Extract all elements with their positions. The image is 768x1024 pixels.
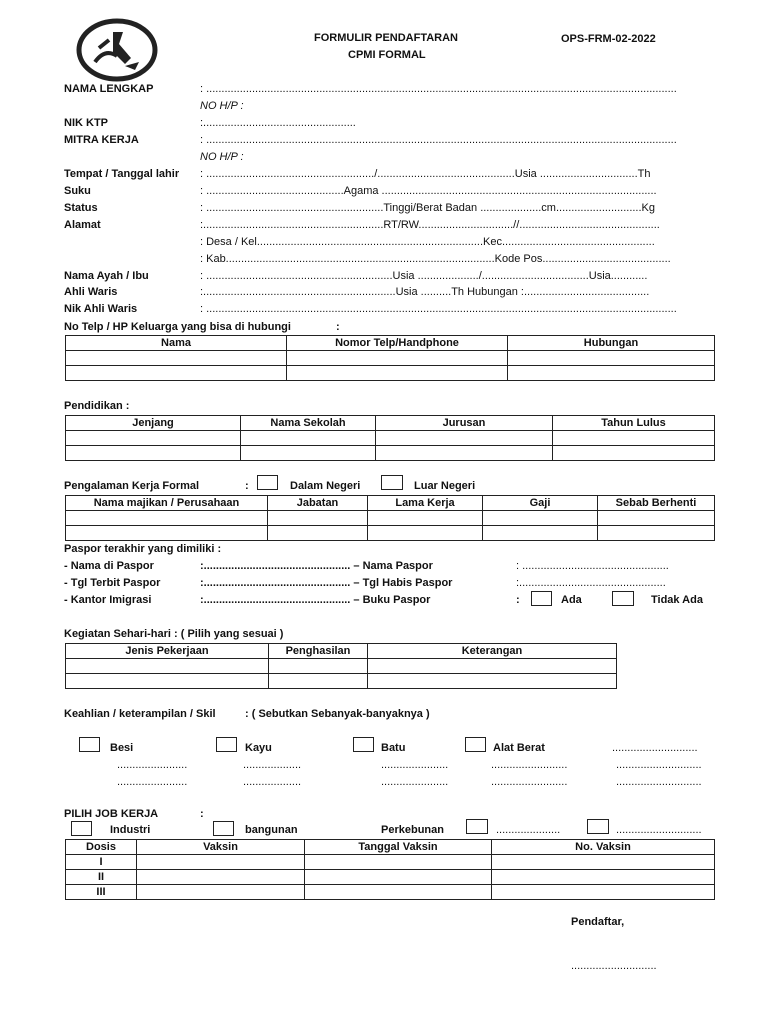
signature-line[interactable]: ............................ bbox=[571, 960, 657, 972]
ada-checkbox[interactable] bbox=[531, 591, 552, 606]
desa-field[interactable]: : Desa / Kel..........................................................................Kec.................................................. bbox=[200, 236, 655, 248]
job-other-field-2[interactable]: ............................ bbox=[616, 824, 702, 836]
dosis-2: II bbox=[66, 870, 137, 885]
table-row[interactable] bbox=[66, 659, 617, 674]
keahlian-blank-besi-2[interactable]: ....................... bbox=[117, 776, 188, 788]
peng-col-lama: Lama Kerja bbox=[368, 496, 483, 511]
bangunan-checkbox[interactable] bbox=[213, 821, 234, 836]
pend-col-tahun: Tahun Lulus bbox=[553, 416, 715, 431]
kab-field[interactable]: : Kab........................................................................................Kode Pos.......................................... bbox=[200, 253, 671, 265]
telp-col-nama: Nama bbox=[66, 336, 287, 351]
pendidikan-label: Pendidikan : bbox=[64, 400, 130, 412]
tidak-ada-checkbox[interactable] bbox=[612, 591, 634, 606]
keahlian-blank-alat-1[interactable]: ......................... bbox=[491, 759, 568, 771]
ayah-label: Nama Ayah / Ibu bbox=[64, 270, 149, 282]
table-row[interactable] bbox=[66, 855, 715, 870]
nohp-label-1: NO H/P : bbox=[200, 100, 244, 112]
dalam-negeri-checkbox[interactable] bbox=[257, 475, 278, 490]
kayu-label: Kayu bbox=[245, 742, 272, 754]
mitra-field[interactable]: : .......................................................................................................................................................... bbox=[200, 134, 677, 146]
nama-field[interactable]: : .......................................................................................................................................................... bbox=[200, 83, 677, 95]
batu-label: Batu bbox=[381, 742, 406, 754]
table-row[interactable] bbox=[66, 431, 715, 446]
paspor-nama-field[interactable]: :................................................ – Nama Paspor bbox=[200, 560, 433, 572]
paspor-terbit-field[interactable]: :................................................ – Tgl Habis Paspor bbox=[200, 577, 453, 589]
peng-col-sebab: Sebab Berhenti bbox=[598, 496, 715, 511]
ttl-label: Tempat / Tanggal lahir bbox=[64, 168, 180, 180]
keg-col-keterangan: Keterangan bbox=[368, 644, 617, 659]
keahlian-label: Keahlian / keterampilan / Skil bbox=[64, 708, 216, 720]
alat-berat-label: Alat Berat bbox=[493, 742, 545, 754]
alamat-label: Alamat bbox=[64, 219, 101, 231]
luar-negeri-label: Luar Negeri bbox=[414, 480, 476, 492]
pendaftar-label: Pendaftar, bbox=[571, 916, 625, 928]
industri-checkbox[interactable] bbox=[71, 821, 92, 836]
vak-col-dosis: Dosis bbox=[66, 840, 137, 855]
table-row[interactable] bbox=[66, 526, 715, 541]
ttl-field[interactable]: : ......................................................./.............................................Usia ................................Th bbox=[200, 168, 651, 180]
telp-colon: : bbox=[336, 321, 340, 333]
peng-col-jabatan: Jabatan bbox=[268, 496, 368, 511]
telp-col-nomor: Nomor Telp/Handphone bbox=[287, 336, 508, 351]
ada-label: Ada bbox=[561, 594, 582, 606]
telp-label: No Telp / HP Keluarga yang bisa di hubungi bbox=[64, 321, 291, 333]
keahlian-blank-kayu-2[interactable]: ................... bbox=[243, 776, 302, 788]
bangunan-label: bangunan bbox=[245, 824, 298, 836]
peng-col-majikan: Nama majikan / Perusahaan bbox=[66, 496, 268, 511]
status-label: Status bbox=[64, 202, 98, 214]
pend-col-jurusan: Jurusan bbox=[376, 416, 553, 431]
pengalaman-label: Pengalaman Kerja Formal bbox=[64, 480, 200, 492]
telp-table bbox=[65, 335, 715, 381]
table-row[interactable] bbox=[66, 366, 715, 381]
keahlian-blank-alat-2[interactable]: ......................... bbox=[491, 776, 568, 788]
dosis-1: I bbox=[66, 855, 137, 870]
keahlian-other-2[interactable]: ............................ bbox=[616, 759, 702, 771]
form-title: FORMULIR PENDAFTARAN bbox=[314, 32, 459, 44]
kegiatan-label: Kegiatan Sehari-hari : ( Pilih yang sesuai ) bbox=[64, 628, 284, 640]
ahliwaris-field[interactable]: :...............................................................Usia ..........Th Hubungan :......................................... bbox=[200, 286, 650, 298]
keahlian-other-1[interactable]: ............................ bbox=[612, 742, 698, 754]
status-field[interactable]: : ..........................................................Tinggi/Berat Badan ....................cm............................Kg bbox=[200, 202, 656, 214]
suku-label: Suku bbox=[64, 185, 91, 197]
telp-col-hubungan: Hubungan bbox=[508, 336, 715, 351]
alamat-field[interactable]: :...........................................................RT/RW...............................//.............................................. bbox=[200, 219, 660, 231]
peng-col-gaji: Gaji bbox=[483, 496, 598, 511]
pendidikan-table bbox=[65, 415, 715, 461]
keahlian-blank-batu-2[interactable]: ...................... bbox=[381, 776, 449, 788]
keg-col-jenis: Jenis Pekerjaan bbox=[66, 644, 269, 659]
job-colon: : bbox=[200, 808, 204, 820]
vak-col-tanggal: Tanggal Vaksin bbox=[305, 840, 492, 855]
nikahli-label: Nik Ahli Waris bbox=[64, 303, 138, 315]
paspor-nama-label: - Nama di Paspor bbox=[64, 560, 154, 572]
suku-field[interactable]: : .............................................Agama .......................................................................................... bbox=[200, 185, 657, 197]
dosis-3: III bbox=[66, 885, 137, 900]
job-other-checkbox[interactable] bbox=[587, 819, 609, 834]
keahlian-blank-batu-1[interactable]: ...................... bbox=[381, 759, 449, 771]
vak-col-vaksin: Vaksin bbox=[137, 840, 305, 855]
mitra-label: MITRA KERJA bbox=[64, 134, 139, 146]
dalam-negeri-label: Dalam Negeri bbox=[290, 480, 361, 492]
alat-berat-checkbox[interactable] bbox=[465, 737, 486, 752]
pengalaman-table bbox=[65, 495, 715, 541]
besi-label: Besi bbox=[110, 742, 134, 754]
vaksin-table bbox=[65, 839, 715, 900]
paspor-habis-field[interactable]: :................................................ bbox=[516, 577, 666, 589]
perkebunan-checkbox[interactable] bbox=[466, 819, 488, 834]
paspor-label: Paspor terakhir yang dimiliki : bbox=[64, 543, 222, 555]
paspor-buku-colon: : bbox=[516, 594, 520, 606]
pend-col-jenjang: Jenjang bbox=[66, 416, 241, 431]
job-label: PILIH JOB KERJA bbox=[64, 808, 159, 820]
ahliwaris-label: Ahli Waris bbox=[64, 286, 118, 298]
table-row[interactable] bbox=[66, 870, 715, 885]
form-subtitle: CPMI FORMAL bbox=[348, 49, 426, 61]
company-logo bbox=[75, 18, 160, 83]
job-other-field-1[interactable]: ..................... bbox=[496, 824, 561, 836]
kegiatan-table bbox=[65, 643, 617, 689]
kayu-checkbox[interactable] bbox=[216, 737, 237, 752]
keg-col-penghasilan: Penghasilan bbox=[269, 644, 368, 659]
keahlian-blank-kayu-1[interactable]: ................... bbox=[243, 759, 302, 771]
paspor-kantor-field[interactable]: :................................................ – Buku Paspor bbox=[200, 594, 431, 606]
vak-col-nomor: No. Vaksin bbox=[492, 840, 715, 855]
nohp-label-2: NO H/P : bbox=[200, 151, 244, 163]
luar-negeri-checkbox[interactable] bbox=[381, 475, 403, 490]
table-row[interactable] bbox=[66, 446, 715, 461]
besi-checkbox[interactable] bbox=[79, 737, 100, 752]
ayah-field[interactable]: : .............................................................Usia ..................../...................................Usia............ bbox=[200, 270, 648, 282]
pend-col-sekolah: Nama Sekolah bbox=[241, 416, 376, 431]
batu-checkbox[interactable] bbox=[353, 737, 374, 752]
nikahli-field[interactable]: : .......................................................................................................................................................... bbox=[200, 303, 677, 315]
paspor-kantor-label: - Kantor Imigrasi bbox=[64, 594, 152, 606]
nik-field[interactable]: :.................................................. bbox=[200, 117, 356, 129]
keahlian-other-3[interactable]: ............................ bbox=[616, 776, 702, 788]
paspor-namapaspor-field[interactable]: : ................................................ bbox=[516, 560, 669, 572]
industri-label: Industri bbox=[110, 824, 151, 836]
perkebunan-label: Perkebunan bbox=[381, 824, 444, 836]
nik-label: NIK KTP bbox=[64, 117, 108, 129]
form-code: OPS-FRM-02-2022 bbox=[561, 33, 656, 45]
table-row[interactable] bbox=[66, 885, 715, 900]
tidak-ada-label: Tidak Ada bbox=[651, 594, 703, 606]
keahlian-blank-besi-1[interactable]: ....................... bbox=[117, 759, 188, 771]
table-row[interactable] bbox=[66, 511, 715, 526]
keahlian-note: : ( Sebutkan Sebanyak-banyaknya ) bbox=[245, 708, 430, 720]
table-row[interactable] bbox=[66, 674, 617, 689]
table-row[interactable] bbox=[66, 351, 715, 366]
nama-label: NAMA LENGKAP bbox=[64, 83, 154, 95]
pengalaman-colon: : bbox=[245, 480, 249, 492]
paspor-terbit-label: - Tgl Terbit Paspor bbox=[64, 577, 161, 589]
